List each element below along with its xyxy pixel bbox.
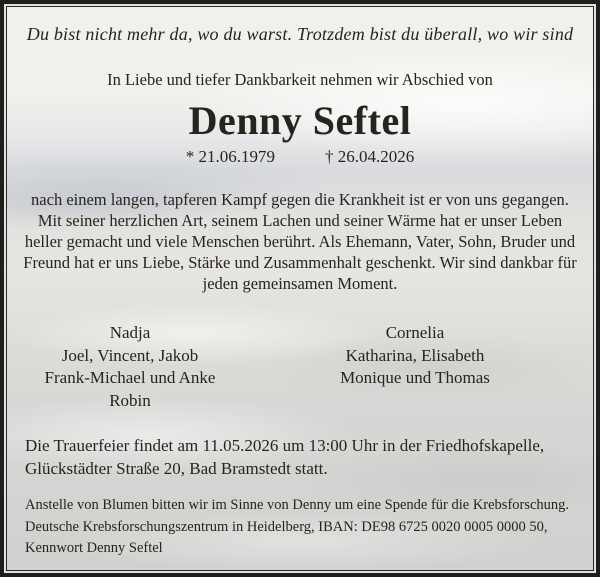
donation-line: Deutsche Krebsforschungszentrum in Heidelberg, IBAN: DE98 6725 0020 0005 0000 50, — [25, 518, 548, 535]
mourner-line: Monique und Thomas — [340, 368, 490, 387]
deceased-name: Denny Seftel — [188, 98, 412, 143]
mourner-column-right — [287, 322, 543, 412]
funeral-info — [25, 434, 579, 480]
donation-info — [25, 495, 579, 560]
donation-line: Anstelle von Blumen bitten wir im Sinne von Denny um eine Spende für die Krebsforschung. — [25, 497, 570, 513]
farewell-intro: In Liebe und tiefer Dankbarkeit nehmen wir Abschied von — [107, 70, 493, 89]
life-dates — [21, 146, 579, 168]
mourner-line: Cornelia — [385, 323, 445, 342]
mourners-list — [7, 322, 593, 412]
mourner-line: Nadja — [109, 323, 151, 342]
cloud-background — [6, 6, 594, 571]
mourner-column-left — [7, 322, 253, 412]
mourner-line: Frank-Michael und Anke — [44, 368, 216, 387]
mourner-line: Joel, Vincent, Jakob — [61, 345, 199, 365]
funeral-line: Die Trauerfeier findet am 11.05.2026 um 13:00 Uhr in der Friedhofskapelle, — [25, 436, 545, 455]
donation-line: Kennwort Denny Seftel — [25, 540, 163, 556]
mourner-line: Katharina, Elisabeth — [345, 345, 485, 365]
funeral-line: Glückstädter Straße 20, Bad Bramstedt statt. — [25, 459, 328, 478]
birth-date: * 21.06.1979 — [185, 147, 275, 166]
eulogy-text: nach einem langen, tapferen Kampf gegen die Krankheit ist er von uns gegangen. Mit seiner herzlichen Art, seinem Lachen und seiner Wärme hat er unser Leben heller gemacht und viele Menschen berührt. Als Ehemann, Vater, Sohn, Bruder und Freund hat er uns Liebe, Stärke und Zusammenhalt geschenkt. Wir sind dankbar für jeden gemeinsamen Moment. — [23, 190, 577, 293]
death-date: † 26.04.2026 — [325, 147, 415, 166]
memorial-quote: Du bist nicht mehr da, wo du warst. Trotzdem bist du überall, wo wir sind — [26, 24, 574, 44]
mourner-line: Robin — [109, 390, 151, 410]
